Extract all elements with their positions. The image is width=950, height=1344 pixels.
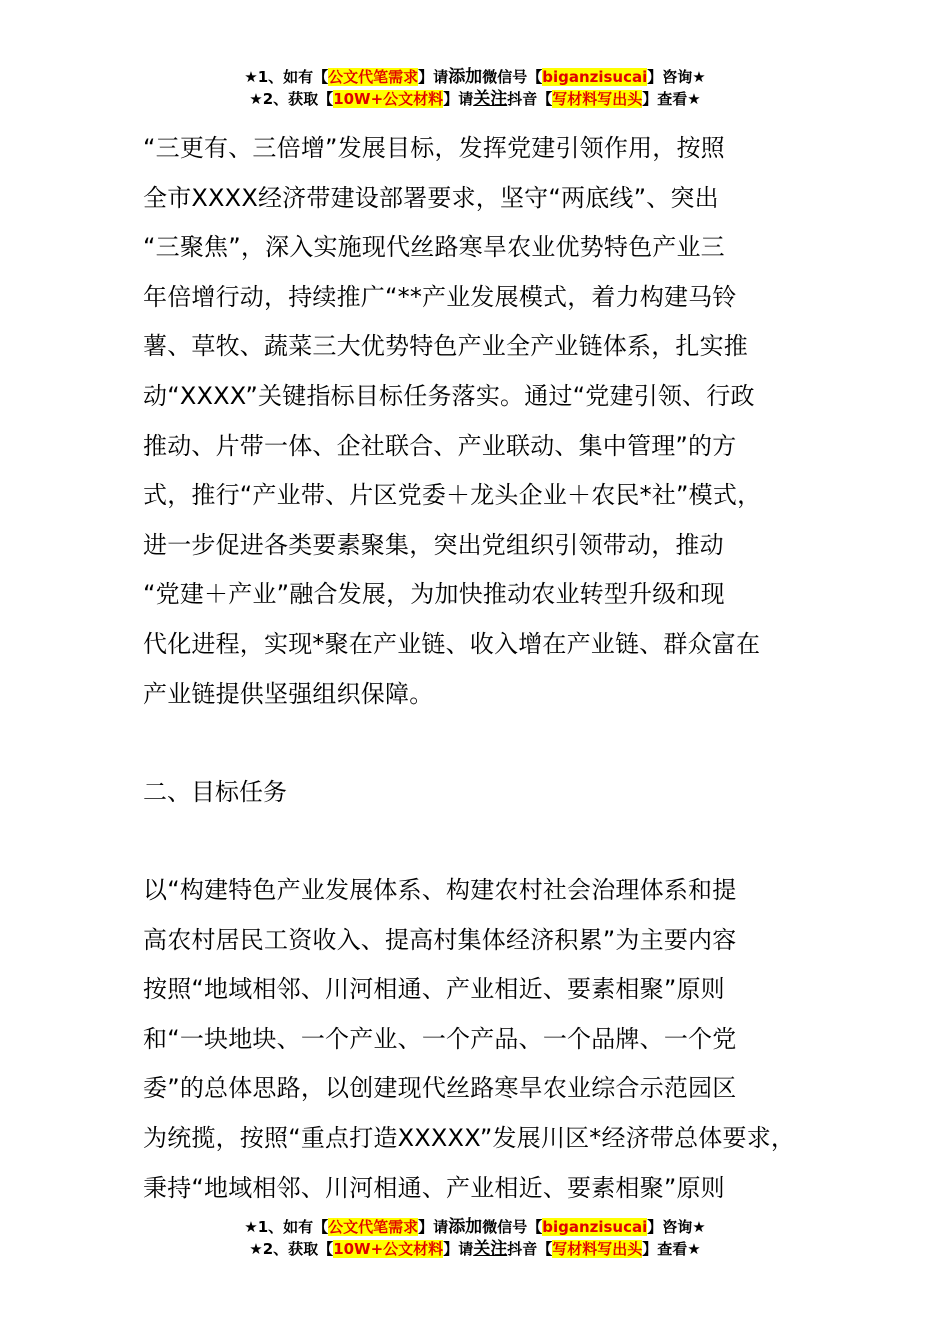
text-line: 秉持“地域相邻、川河相通、产业相近、要素相聚”原则 [143,1173,725,1202]
text-line: 代化进程，实现*聚在产业链、收入增在产业链、群众富在 [143,629,761,658]
text-line: 以“构建特色产业发展体系、构建农村社会治理体系和提 [143,876,737,904]
text-line: 产业链提供坚强组织保障。 [143,679,434,708]
footer-banner [0,1216,950,1260]
banner-text: 抖音【 [507,90,553,108]
banner-text: 】咨询★ [647,68,706,86]
text-line: 高农村居民工资收入、提高村集体经济积累”为主要内容 [143,925,737,954]
banner-text: ★1、如有【 [244,1218,329,1236]
banner-line-1 [0,66,950,88]
text-line: 进一步促进各类要素聚集，突出党组织引领带动，推动 [143,530,724,559]
text-line: “党建＋产业”融合发展，为加快推动农业转型升级和现 [143,580,725,609]
banner-text: ★2、获取【 [249,1240,334,1258]
banner-text: 】请 [418,1218,449,1236]
banner-text: 】查看★ [642,1240,701,1258]
banner-text: 】请 [418,68,449,86]
text-line: 按照“地域相邻、川河相通、产业相近、要素相聚”原则 [143,975,725,1004]
douyin-id-highlight: 写材料写出头 [552,90,643,108]
banner-line-1 [0,1216,950,1238]
highlight-text: 公文代笔需求 [328,68,419,86]
text-line: “三聚焦”，深入实施现代丝路寒旱农业优势特色产业三 [143,233,725,262]
text-line: 式，推行“产业带、片区党委＋龙头企业＋农民*社”模式， [143,481,762,510]
banner-text: 】咨询★ [647,1218,706,1236]
banner-line-2 [0,1238,950,1260]
text-line: 年倍增行动，持续推广“**产业发展模式，着力构建马铃 [143,282,737,311]
paragraph-2 [143,866,833,1213]
text-line: 委”的总体思路，以创建现代丝路寒旱农业综合示范园区 [143,1074,737,1103]
header-banner [0,66,950,110]
banner-text: 微信号【 [482,68,543,86]
text-line: 为统揽，按照“重点打造XXXXX”发展川区*经济带总体要求， [143,1123,796,1152]
paragraph-1 [143,124,833,719]
banner-text: ★2、获取【 [249,90,334,108]
highlight-text: 公文代笔需求 [328,1218,419,1236]
banner-line-2 [0,88,950,110]
text-line: 推动、片带一体、企社联合、产业联动、集中管理”的方 [143,431,737,460]
banner-text: 】查看★ [642,90,701,108]
wechat-id-highlight: biganzisucai [542,1218,648,1236]
banner-text: 抖音【 [507,1240,553,1258]
text-line: 全市XXXX经济带建设部署要求，坚守“两底线”、突出 [143,183,719,212]
emphasis-text: 关注 [473,1239,508,1259]
banner-text: 微信号【 [482,1218,543,1236]
emphasis-text: 添加 [448,67,483,87]
banner-text: 】请 [443,1240,474,1258]
emphasis-text: 添加 [448,1217,483,1237]
highlight-text: 10W+公文材料 [333,90,444,108]
section-heading: 二、目标任务 [143,778,287,806]
text-line: 和“一块地块、一个产业、一个产品、一个品牌、一个党 [143,1024,737,1053]
banner-text: ★1、如有【 [244,68,329,86]
text-line: “三更有、三倍增”发展目标，发挥党建引领作用，按照 [143,134,725,162]
emphasis-text: 关注 [473,89,508,109]
wechat-id-highlight: biganzisucai [542,68,648,86]
highlight-text: 10W+公文材料 [333,1240,444,1258]
text-line: 薯、草牧、蔬菜三大优势特色产业全产业链体系，扎实推 [143,332,748,361]
text-line: 动“XXXX”关键指标目标任务落实。通过“党建引领、行政 [143,381,755,410]
douyin-id-highlight: 写材料写出头 [552,1240,643,1258]
banner-text: 】请 [443,90,474,108]
